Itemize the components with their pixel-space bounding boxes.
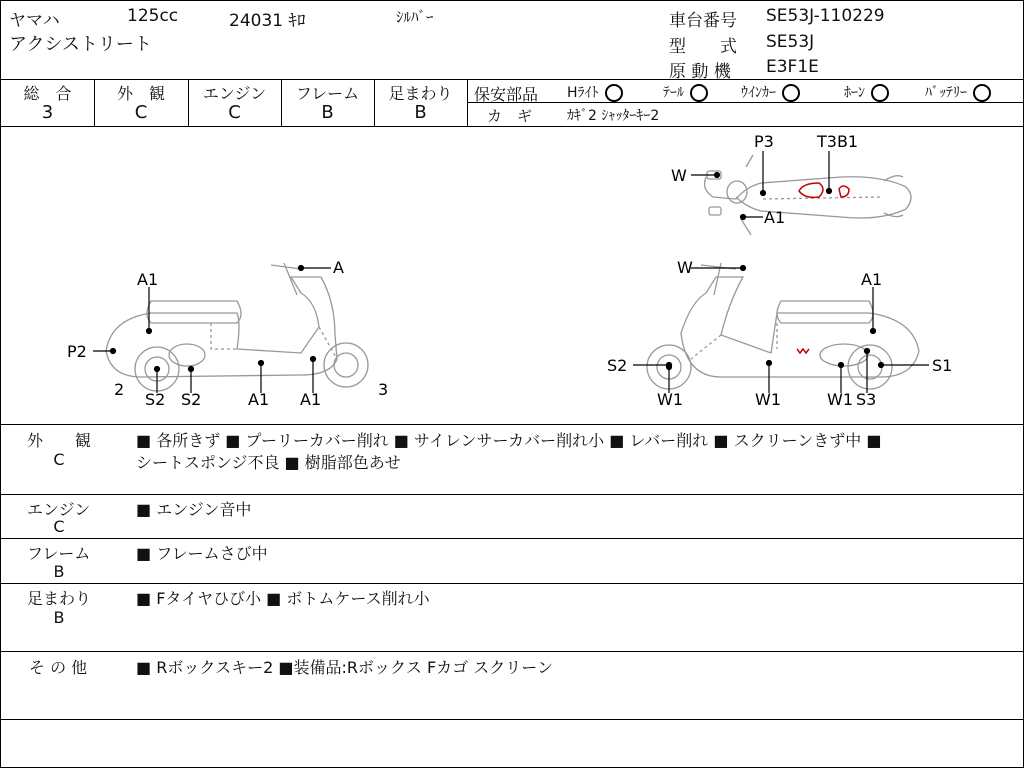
check-circle-icon [605, 84, 623, 102]
callout-s2-left-1: S2 [145, 390, 166, 409]
grade-engine-label: エンジン [202, 84, 267, 103]
frame-no-label: 車台番号 [669, 11, 737, 31]
callout-t3b1: T3B1 [817, 132, 859, 151]
key-value: ｶｷﾞ2 ｼｬｯﾀｰｷｰ2 [567, 108, 660, 124]
safety-winker: ｳｲﾝｶｰ [741, 82, 800, 102]
remark-frame-line1: ■ フレームさび中 [136, 544, 268, 563]
scooter-diagram [1, 127, 1023, 424]
displacement: 125cc [127, 6, 179, 26]
divider [1, 494, 1023, 495]
engine-label: 原 動 機 [669, 62, 731, 82]
callout-s2-left-2: S2 [181, 390, 202, 409]
safety-label: 保安部品 [474, 85, 539, 104]
mileage: 24031 ｷﾛ [229, 11, 306, 31]
grade-frame-label: フレーム [295, 84, 360, 103]
remark-engine-label: エンジン [27, 500, 91, 519]
remark-exterior-label: 外 観 [27, 431, 92, 450]
callout-w-top: W [671, 166, 687, 185]
remark-engine-line1: ■ エンジン音中 [136, 500, 252, 519]
model-name: アクシストリート [9, 34, 152, 55]
grade-overall-label: 総 合 [23, 84, 72, 103]
divider [1, 719, 1023, 720]
frame-no: SE53J-110229 [766, 6, 885, 26]
color: ｼﾙﾊﾞｰ [396, 8, 434, 26]
grade-overall-value: 3 [41, 102, 54, 123]
type-value: SE53J [766, 32, 815, 52]
callout-a-left: A [333, 258, 344, 277]
callout-s2-right: S2 [607, 356, 628, 375]
grade-exterior-label: 外 観 [116, 84, 165, 103]
safety-tail: ﾃｰﾙ [663, 82, 708, 102]
callout-s3: S3 [856, 390, 877, 409]
remark-other-label: そ の 他 [29, 658, 88, 677]
safety-headlight: Hﾗｲﾄ [567, 82, 623, 102]
remark-exterior-line1: ■ 各所きず ■ プーリーカバー削れ ■ サイレンサーカバー削れ小 ■ レバー削れ ■ スクリーンきず中 ■ [136, 431, 882, 450]
callout-s1: S1 [932, 356, 953, 375]
remark-exterior-line2: シートスポンジ不良 ■ 樹脂部色あせ [136, 453, 401, 472]
remark-exterior-grade: C [53, 450, 65, 469]
divider [1, 79, 1023, 80]
divider [1, 651, 1023, 652]
damage-marks [797, 183, 849, 353]
divider [467, 79, 468, 126]
remark-suspension-label: 足まわり [27, 589, 92, 608]
check-circle-icon [782, 84, 800, 102]
callout-labels [67, 132, 952, 409]
check-circle-icon [871, 84, 889, 102]
divider [467, 102, 1023, 103]
callout-p2: P2 [67, 342, 87, 361]
remark-frame-grade: B [53, 562, 65, 581]
safety-battery: ﾊﾞｯﾃﾘｰ [925, 82, 991, 102]
maker: ヤマハ [9, 11, 60, 31]
callout-a1-top: A1 [764, 208, 786, 227]
remark-suspension-line1: ■ Fタイヤひび小 ■ ボトムケース削れ小 [136, 589, 430, 608]
grade-engine-value: C [228, 102, 241, 123]
grade-suspension-value: B [414, 102, 427, 123]
callout-a1-left-2: A1 [248, 390, 270, 409]
scooter-top-view [705, 155, 911, 235]
callout-w1-1: W1 [657, 390, 683, 409]
check-circle-icon [973, 84, 991, 102]
type-label: 型 式 [669, 37, 737, 57]
remark-frame-label: フレーム [27, 544, 91, 563]
check-circle-icon [690, 84, 708, 102]
callout-w-right: W [677, 258, 693, 277]
callout-3: 3 [378, 380, 389, 399]
remark-engine-grade: C [53, 517, 65, 536]
callouts [93, 151, 929, 393]
grade-suspension-label: 足まわり [388, 84, 453, 103]
callout-a1-left-3: A1 [300, 390, 322, 409]
remark-suspension-grade: B [53, 608, 65, 627]
engine-value: E3F1E [766, 57, 819, 77]
remark-other-line1: ■ Rボックスキー2 ■装備品:Rボックス Fカゴ スクリーン [136, 658, 553, 677]
divider [1, 583, 1023, 584]
callout-a1-left: A1 [137, 270, 159, 289]
callout-p3: P3 [754, 132, 774, 151]
grade-frame-value: B [321, 102, 334, 123]
grade-exterior-value: C [134, 102, 148, 123]
divider [1, 424, 1023, 425]
callout-w1-2: W1 [755, 390, 781, 409]
divider [1, 538, 1023, 539]
callout-w1-3: W1 [827, 390, 853, 409]
key-label: カ ギ [487, 107, 533, 125]
callout-a1-right: A1 [861, 270, 883, 289]
safety-horn: ﾎｰﾝ [844, 82, 889, 102]
callout-2: 2 [114, 380, 125, 399]
